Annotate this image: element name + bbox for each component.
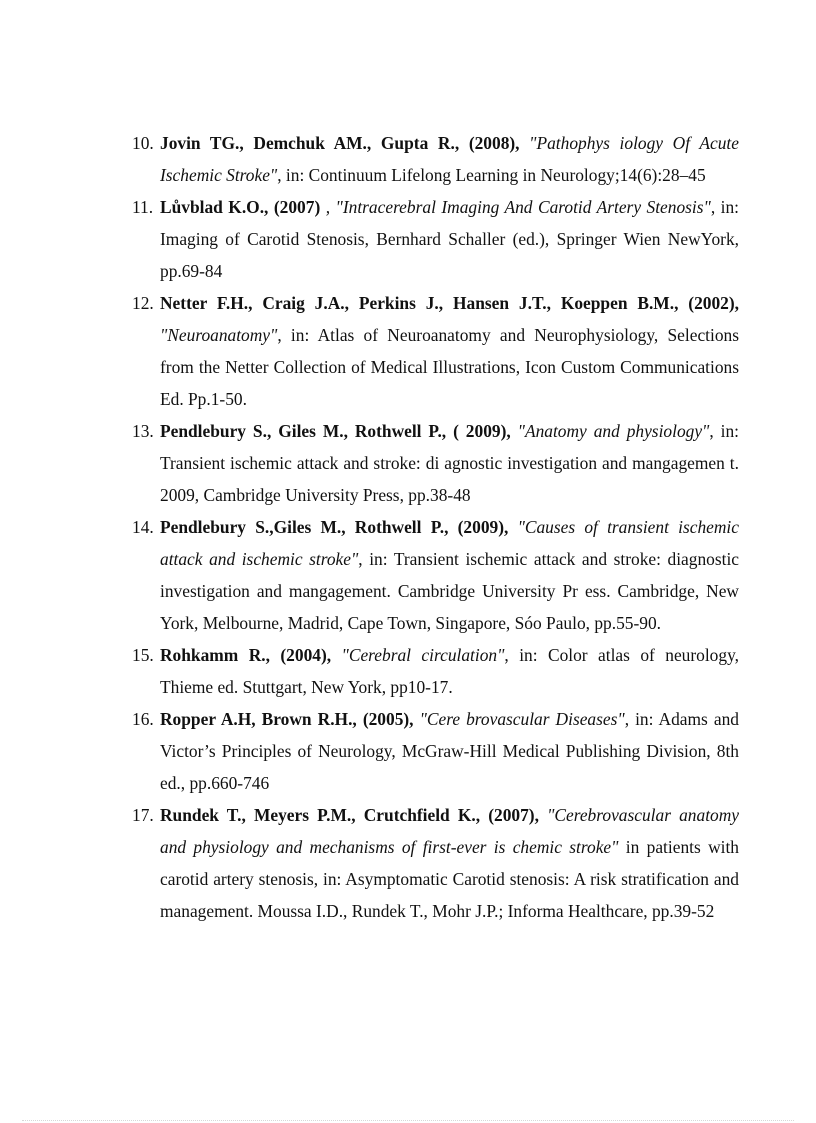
page-bottom-divider [22, 1120, 794, 1121]
reference-item [132, 191, 739, 287]
reference-item [132, 415, 739, 511]
reference-item [132, 127, 739, 191]
reference-title: "Cerebral circulation" [331, 645, 505, 665]
reference-title: "Pathophys iology Of Acute Ischemic Stroke" [160, 133, 739, 185]
reference-title: , "Intracerebral Imaging And Carotid Artery Stenosis" [320, 197, 711, 217]
reference-item [132, 703, 739, 799]
reference-text [160, 287, 739, 415]
reference-authors: Pendlebury S., Giles M., Rothwell P., ( 2009), [160, 421, 511, 441]
reference-list [132, 127, 739, 927]
reference-title: "Anatomy and physiology" [510, 421, 710, 441]
reference-number: 13. [132, 421, 154, 441]
reference-item [132, 511, 739, 639]
reference-title: "Neuroanatomy" [160, 325, 278, 345]
reference-source: , in: Transient ischemic attack and stroke: di agnostic investigation and mangagemen t. 2009, Cambridge University Press, pp.38-48 [160, 421, 739, 505]
reference-source: , in: Imaging of Carotid Stenosis, Bernhard Schaller (ed.), Springer Wien NewYork, pp.69-84 [160, 197, 739, 281]
reference-source: , in: Continuum Lifelong Learning in Neurology;14(6):28–45 [277, 165, 706, 185]
reference-text [160, 639, 739, 703]
reference-source: , in: Atlas of Neuroanatomy and Neurophysiology, Selections from the Netter Collection of Medical Illustrations, Icon Custom Communications Ed. Pp.1-50. [160, 325, 739, 409]
reference-title: "Cerebrovascular anatomy and physiology and mechanisms of first-ever is chemic stroke" [160, 805, 739, 857]
reference-number: 10. [132, 133, 154, 153]
reference-text [160, 799, 739, 927]
reference-source: , in: Color atlas of neurology, Thieme ed. Stuttgart, New York, pp10-17. [160, 645, 739, 697]
reference-item [132, 799, 739, 927]
reference-text [160, 511, 739, 639]
reference-text [160, 127, 739, 191]
reference-authors: Rundek T., Meyers P.M., Crutchfield K., (2007), [160, 805, 539, 825]
reference-source: in patients with carotid artery stenosis, in: Asymptomatic Carotid stenosis: A risk stratification and management. Moussa I.D., Rundek T., Mohr J.P.; Informa Healthcare, pp.39-52 [160, 837, 739, 921]
reference-authors: Ropper A.H, Brown R.H., (2005), [160, 709, 414, 729]
reference-title: "Causes of transient ischemic attack and ischemic stroke" [160, 517, 739, 569]
reference-text [160, 415, 739, 511]
reference-source: , in: Transient ischemic attack and stroke: diagnostic investigation and mangagement. Cambridge University Pr ess. Cambridge, New York, Melbourne, Madrid, Cape Town, Singapore, Sóo Paulo, pp.55-90. [160, 549, 739, 633]
reference-number: 15. [132, 645, 154, 665]
reference-number: 16. [132, 709, 154, 729]
reference-number: 14. [132, 517, 154, 537]
reference-authors: Pendlebury S.,Giles M., Rothwell P., (2009), [160, 517, 509, 537]
reference-authors: Lůvblad K.O., (2007) [160, 197, 321, 217]
reference-text [160, 703, 739, 799]
reference-authors: Netter F.H., Craig J.A., Perkins J., Hansen J.T., Koeppen B.M., (2002), [160, 293, 739, 313]
reference-number: 17. [132, 805, 154, 825]
reference-authors: Rohkamm R., (2004), [160, 645, 332, 665]
reference-item [132, 287, 739, 415]
reference-authors: Jovin TG., Demchuk AM., Gupta R., (2008), [160, 133, 520, 153]
reference-source: , in: Adams and Victor’s Principles of Neurology, McGraw-Hill Medical Publishing Division, 8th ed., pp.660-746 [160, 709, 739, 793]
reference-number: 11. [132, 197, 154, 217]
reference-number: 12. [132, 293, 154, 313]
reference-item [132, 639, 739, 703]
reference-text [160, 191, 739, 287]
reference-title: "Cere brovascular Diseases" [413, 709, 625, 729]
